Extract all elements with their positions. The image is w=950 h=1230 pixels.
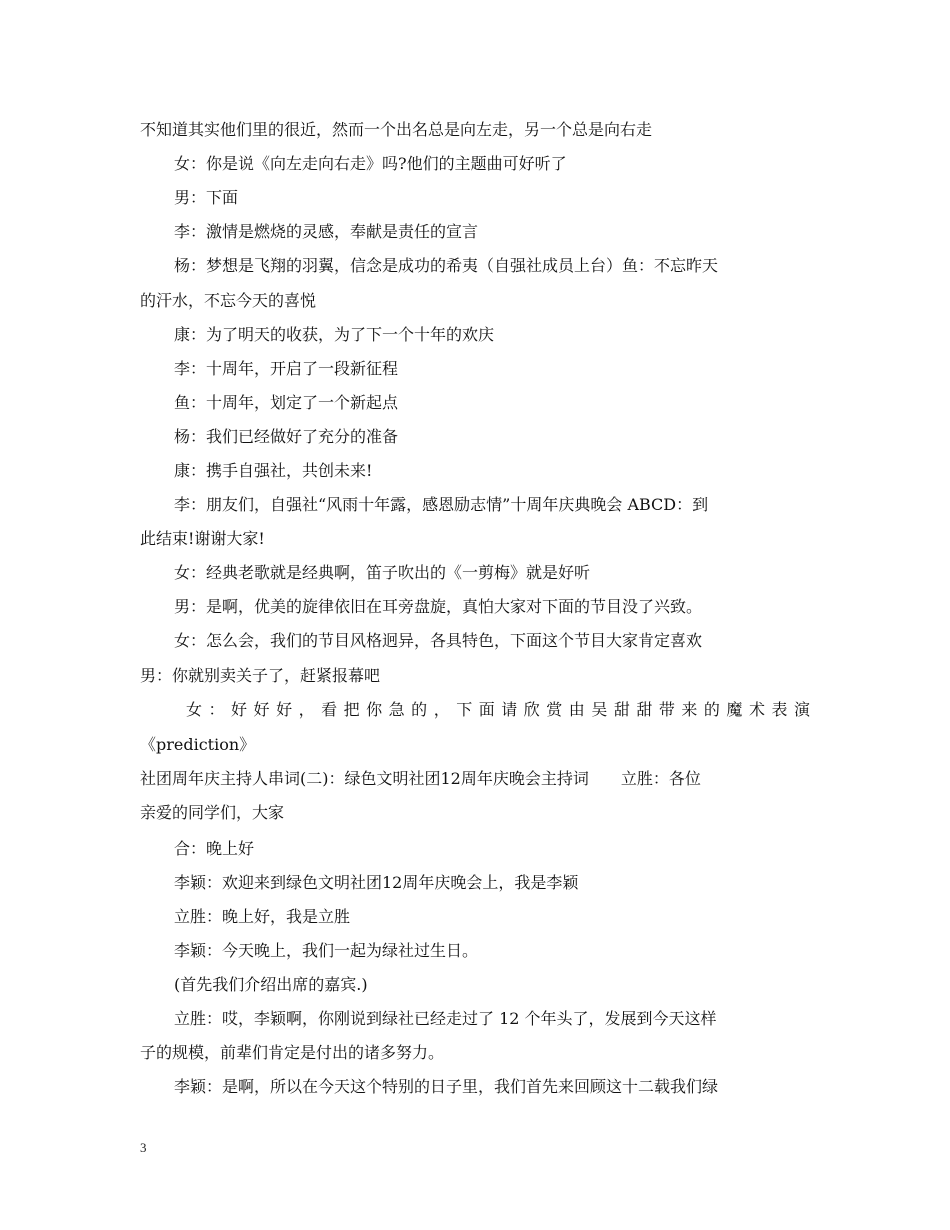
text-line-20: 社团周年庆主持人串词(二)：绿色文明社团12周年庆晚会主持词 立胜：各位 [140,769,701,788]
text-line-19: 《prediction》 [140,735,256,754]
text-line-2: 女：你是说《向左走向右走》吗?他们的主题曲可好听了 [174,154,567,173]
text-line-24: 立胜：晚上好，我是立胜 [174,907,351,926]
text-line-1: 不知道其实他们里的很近，然而一个出名总是向左走，另一个总是向右走 [140,120,653,139]
text-line-6: 的汗水，不忘今天的喜悦 [140,291,317,310]
text-line-16: 女：怎么会，我们的节目风格迥异，各具特色，下面这个节目大家肯定喜欢 [174,631,703,650]
text-line-29: 李颖：是啊，所以在今天这个特别的日子里，我们首先来回顾这十二载我们绿 [174,1077,719,1096]
text-line-28: 子的规模，前辈们肯定是付出的诸多努力。 [140,1043,445,1062]
text-line-26: (首先我们介绍出席的嘉宾.) [174,975,368,994]
text-line-27: 立胜：哎，李颖啊，你刚说到绿社已经走过了 12 个年头了，发展到今天这样 [174,1009,717,1028]
text-line-21: 亲爱的同学们，大家 [140,803,285,822]
text-line-23: 李颖：欢迎来到绿色文明社团12周年庆晚会上，我是李颖 [174,873,579,892]
text-line-11: 康：携手自强社，共创未来! [174,461,373,480]
text-line-9: 鱼：十周年，划定了一个新起点 [174,393,399,412]
text-line-12: 李：朋友们，自强社“风雨十年露，感恩励志情”十周年庆典晚会 ABCD：到 [174,495,709,514]
text-line-4: 李：激情是燃烧的灵感，奉献是责任的宣言 [174,222,479,241]
text-line-3: 男：下面 [174,188,239,207]
text-line-15: 男：是啊，优美的旋律依旧在耳旁盘旋，真怕大家对下面的节目没了兴致。 [174,597,703,616]
page-number: 3 [140,1140,147,1155]
text-line-25: 李颖：今天晚上，我们一起为绿社过生日。 [174,941,479,960]
text-line-5: 杨：梦想是飞翔的羽翼，信念是成功的希夷（自强社成员上台）鱼：不忘昨天 [174,256,719,275]
text-line-18: 女：好好好，看把你急的，下面请欣赏由吴甜甜带来的魔术表演 [186,700,810,719]
text-line-10: 杨：我们已经做好了充分的准备 [174,427,399,446]
text-line-13: 此结束!谢谢大家! [140,529,265,548]
text-line-17: 男：你就别卖关子了，赶紧报幕吧 [140,666,381,685]
text-line-8: 李：十周年，开启了一段新征程 [174,359,399,378]
text-line-22: 合：晚上好 [174,839,255,858]
text-line-14: 女：经典老歌就是经典啊，笛子吹出的《一剪梅》就是好听 [174,563,591,582]
text-line-7: 康：为了明天的收获，为了下一个十年的欢庆 [174,325,495,344]
